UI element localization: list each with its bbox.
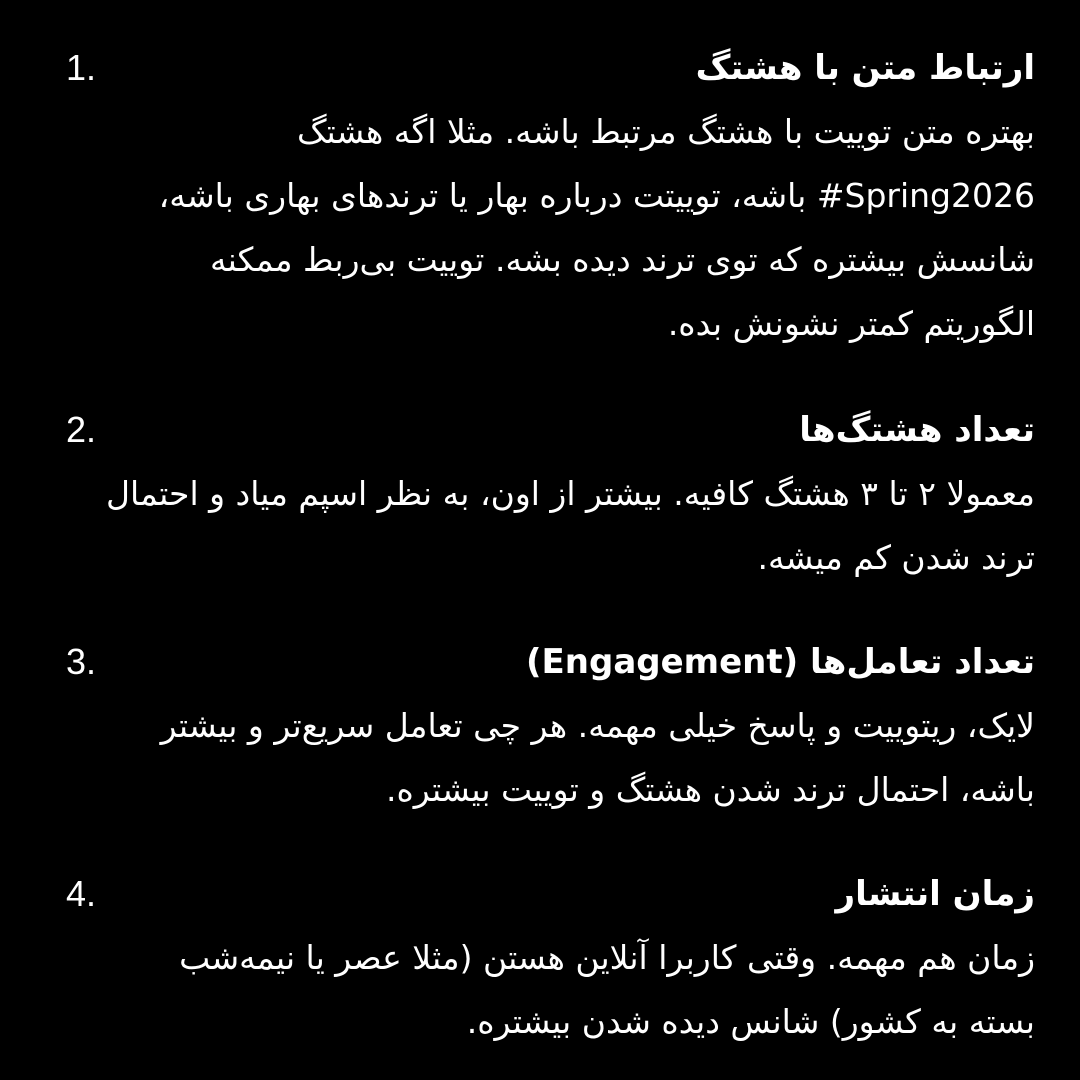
item-heading: زمان انتشار <box>835 874 1035 914</box>
item-content <box>105 398 1035 590</box>
item-body: لایک، ریتوییت و پاسخ خیلی مهمه. هر چی تعامل سریع‌تر و بیشتر باشه، احتمال ترند شدن هشتگ و توییت بیشتره. <box>160 706 1035 809</box>
item-content <box>105 36 1035 356</box>
item-content <box>105 630 1035 822</box>
item-heading: ارتباط متن با هشتگ <box>695 48 1035 88</box>
item-body: زمان هم مهمه. وقتی کاربرا آنلاین هستن (مثلا عصر یا نیمه‌شب بسته به کشور) شانس دیده شدن بیشتره. <box>179 938 1035 1041</box>
item-number: 1. <box>66 47 97 88</box>
item-number: 3. <box>66 641 97 682</box>
item-number: 4. <box>66 873 97 914</box>
item-number: 2. <box>66 409 97 450</box>
item-body: بهتره متن توییت با هشتگ مرتبط باشه. مثلا اگه هشتگ ‎#Spring2026‏ باشه، توییتت درباره بهار یا ترندهای بهاری باشه، شانسش بیشتره که توی ترند دیده بشه. توییت بی‌ربط ممکنه الگوریتم کمتر نشونش بده. <box>158 112 1035 343</box>
item-content <box>105 862 1035 1054</box>
item-body: معمولا ۲ تا ۳ هشتگ کافیه. بیشتر از اون، به نظر اسپم میاد و احتمال ترند شدن کم میشه. <box>105 474 1035 577</box>
item-heading: تعداد هشتگ‌ها <box>799 410 1035 450</box>
item-heading: تعداد تعامل‌ها (Engagement) <box>526 642 1035 682</box>
